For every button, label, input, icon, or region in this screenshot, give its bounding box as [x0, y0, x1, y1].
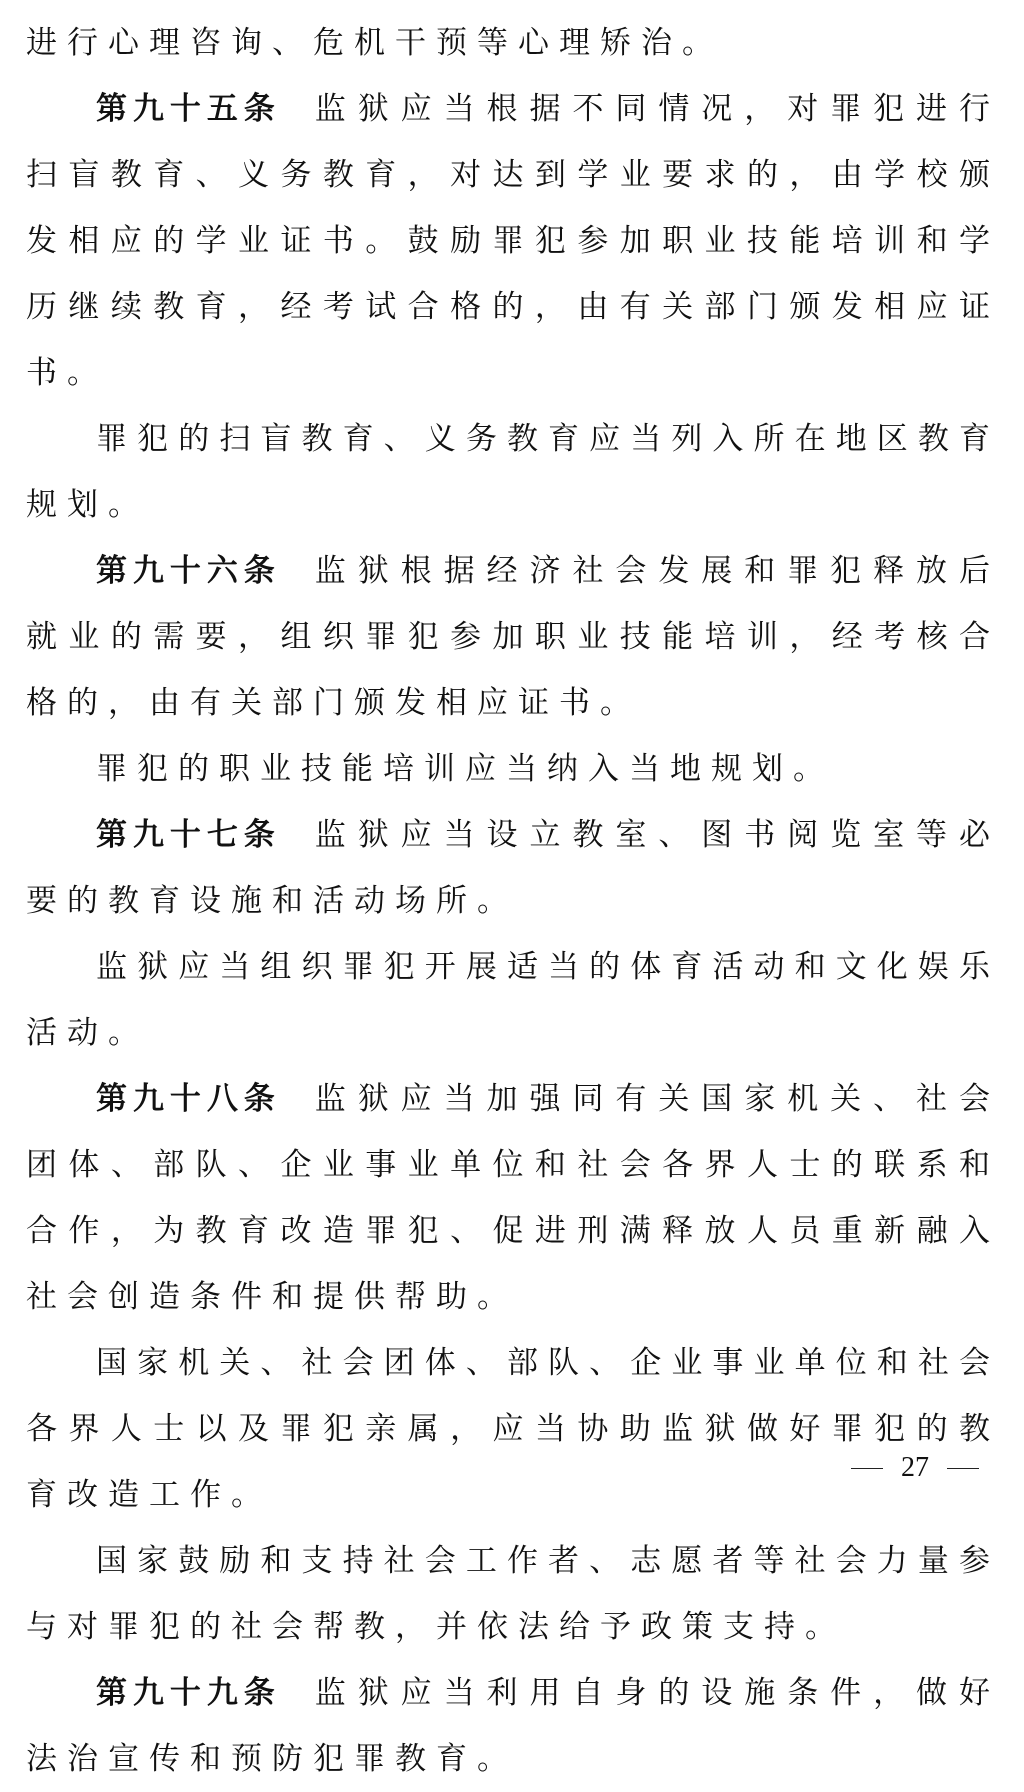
article-text: 国家鼓励和支持社会工作者、志愿者等社会力量参与对罪犯的社会帮教，并依法给予政策支持。	[26, 1543, 1000, 1645]
footer-dash-left	[851, 1468, 883, 1469]
article-number: 第九十九条	[96, 1675, 281, 1711]
article-text: 监狱应当组织罪犯开展适当的体育活动和文化娱乐活动。	[26, 949, 1000, 1051]
paragraph	[26, 406, 1000, 538]
paragraph	[26, 538, 1000, 736]
document-body	[26, 10, 1000, 1792]
article-text: 监狱应当设立教室、图书阅览室等必要的教育设施和活动场所。	[26, 817, 1000, 919]
article-text: 罪犯的职业技能培训应当纳入当地规划。	[96, 751, 834, 787]
article-text: 监狱应当利用自身的设施条件，做好法治宣传和预防犯罪教育。	[26, 1675, 1000, 1777]
paragraph	[26, 736, 1000, 802]
paragraph	[26, 10, 1000, 76]
article-number: 第九十六条	[96, 553, 281, 589]
article-text: 监狱应当根据不同情况，对罪犯进行扫盲教育、义务教育，对达到学业要求的，由学校颁发相应的学业证书。鼓励罪犯参加职业技能培训和学历继续教育，经考试合格的，由有关部门颁发相应证书。	[26, 91, 1000, 391]
paragraph	[26, 934, 1000, 1066]
paragraph	[26, 1330, 1000, 1528]
article-text: 罪犯的扫盲教育、义务教育应当列入所在地区教育规划。	[26, 421, 1000, 523]
paragraph	[26, 1660, 1000, 1792]
article-number: 第九十八条	[96, 1081, 281, 1117]
article-text: 监狱应当加强同有关国家机关、社会团体、部队、企业事业单位和社会各界人士的联系和合作，为教育改造罪犯、促进刑满释放人员重新融入社会创造条件和提供帮助。	[26, 1081, 1000, 1315]
paragraph	[26, 802, 1000, 934]
page-footer	[840, 1452, 990, 1484]
paragraph	[26, 76, 1000, 406]
article-text: 进行心理咨询、危机干预等心理矫治。	[26, 25, 723, 61]
footer-dash-right	[947, 1468, 979, 1469]
page-number: 27	[901, 1452, 929, 1483]
article-number: 第九十七条	[96, 817, 281, 853]
paragraph	[26, 1528, 1000, 1660]
article-text: 监狱根据经济社会发展和罪犯释放后就业的需要，组织罪犯参加职业技能培训，经考核合格的，由有关部门颁发相应证书。	[26, 553, 1000, 721]
paragraph	[26, 1066, 1000, 1330]
article-text: 国家机关、社会团体、部队、企业事业单位和社会各界人士以及罪犯亲属，应当协助监狱做好罪犯的教育改造工作。	[26, 1345, 1000, 1513]
article-number: 第九十五条	[96, 91, 281, 127]
